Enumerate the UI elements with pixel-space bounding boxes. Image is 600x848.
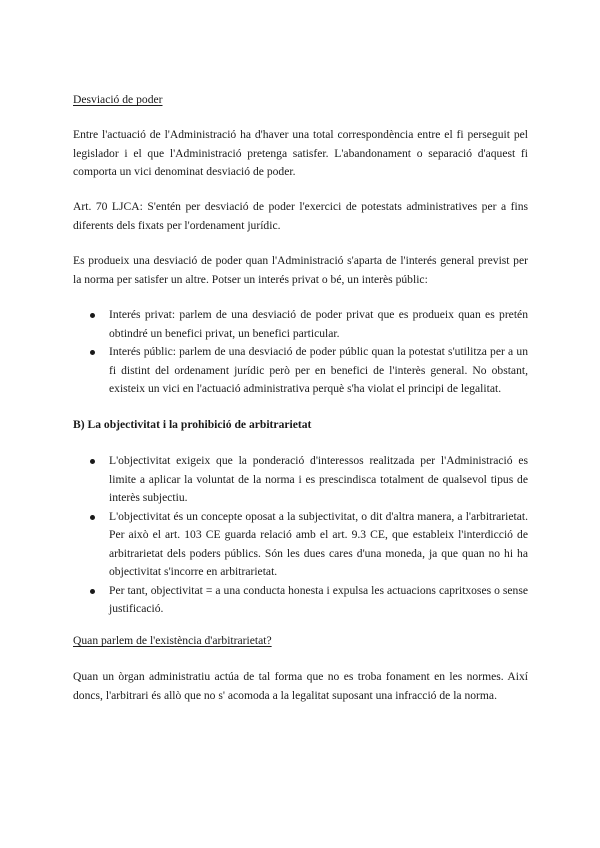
paragraph-organ-administratiu: Quan un òrgan administratiu actúa de tal forma que no es troba fonament en les normes. Així doncs, l'arbitrari és allò que no s' acomoda a la legalitat suposant una infracció de la norma. — [73, 670, 528, 702]
bullet-icon — [90, 459, 95, 464]
paragraph-interes: Es produeix una desviació de poder quan l'Administració s'aparta de l'interés general previst per la norma per satisfer un altre. Potser un interés privat o bé, un interès públic: — [73, 254, 528, 286]
bullet-list-interessos — [73, 306, 528, 399]
bullet-icon — [90, 350, 95, 355]
section-heading-objectivitat: B) La objectivitat i la prohibició de arbitrarietat — [73, 418, 312, 431]
list-item: Interés privat: parlem de una desviació de poder privat que es produeix quan es pretén obtindré un benefici privat, un benefici particular. — [73, 306, 528, 343]
section-heading-desviacio: Desviació de poder — [73, 93, 163, 106]
bullet-icon — [90, 313, 95, 318]
list-item: Interés públic: parlem de una desviació de poder públic quan la potestat s'utilitza per a un fi distint del ordenament jurídic però per en benefici de l'interès general. No obstant, existeix un vici en l'actuació administrativa perquè s'ha violat el principi de legalitat. — [73, 343, 528, 399]
bullet-icon — [90, 589, 95, 594]
bullet-list-objectivitat — [73, 452, 528, 619]
section-heading-arbitrarietat: Quan parlem de l'existència d'arbitrarietat? — [73, 634, 272, 647]
list-item: L'objectivitat és un concepte oposat a la subjectivitat, o dit d'altra manera, a l'arbitrarietat. Per això el art. 103 CE guarda relació amb el art. 9.3 CE, que estableix l'interdicció de arbitrarietat dels poders públics. Són les dues cares d'una moneda, ja que quan no hi ha objectivitat s'incorre en arbitrarietat. — [73, 508, 528, 582]
list-item: Per tant, objectivitat = a una conducta honesta i expulsa les actuacions capritxoses o sense justificació. — [73, 582, 528, 619]
paragraph-art70: Art. 70 LJCA: S'entén per desviació de poder l'exercici de potestats administratives per a fins diferents dels fixats per l'ordenament jurídic. — [73, 200, 528, 232]
list-item: L'objectivitat exigeix que la ponderació d'interessos realitzada per l'Administració es limite a aplicar la voluntat de la norma i es prescindisca totalment de qualsevol tipus de interès subjectiu. — [73, 452, 528, 508]
paragraph-correspondencia: Entre l'actuació de l'Administració ha d'haver una total correspondència entre el fi perseguit pel legislador i el que l'Administració pretenga satisfer. L'abandonament o separació d'aquest fi comporta un vici denominat desviació de poder. — [73, 128, 528, 178]
bullet-icon — [90, 515, 95, 520]
